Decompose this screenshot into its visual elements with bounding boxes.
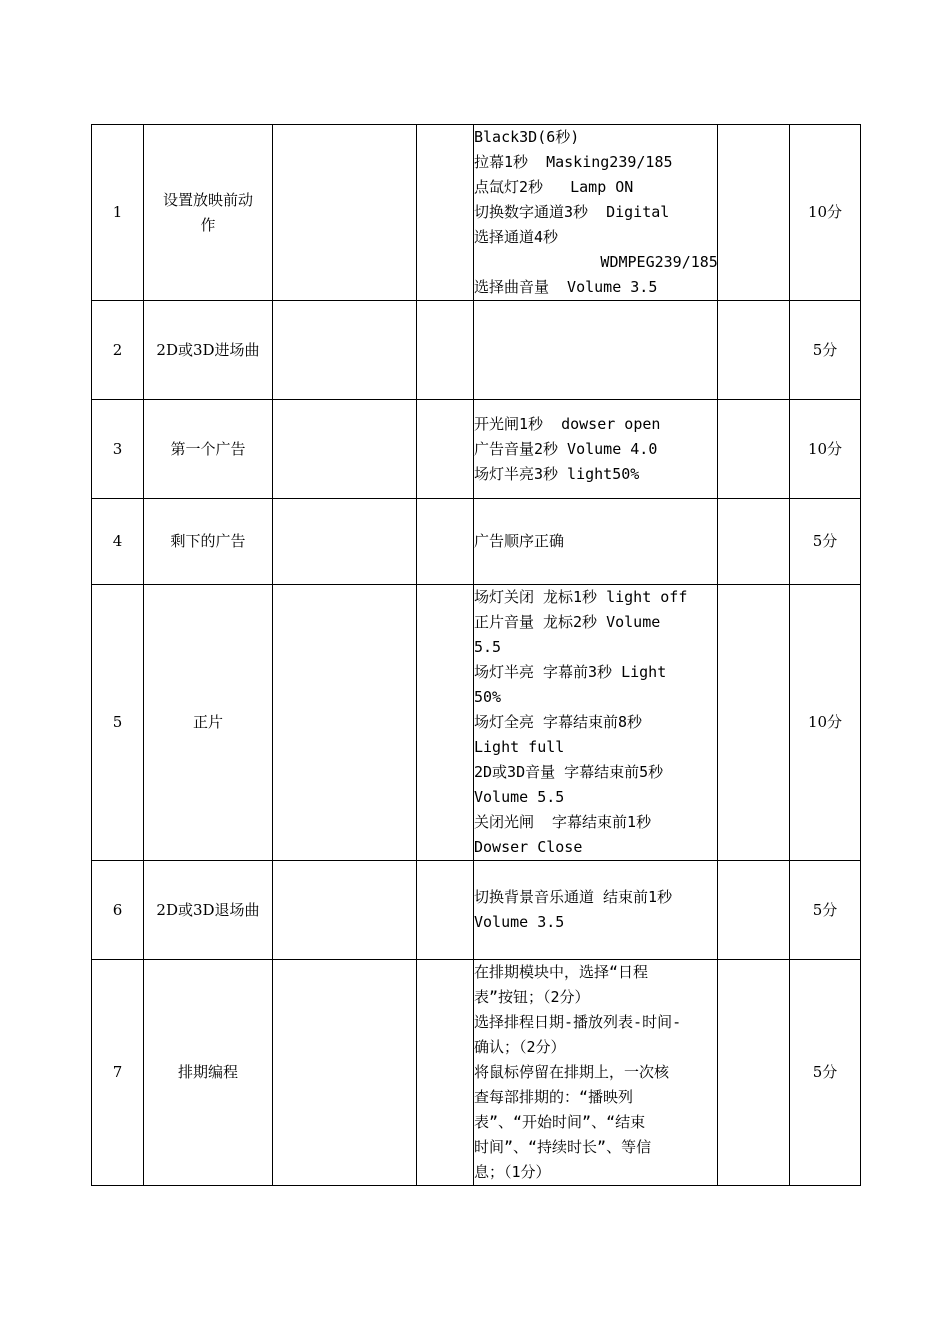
item-name: 正片	[192, 713, 223, 731]
score-value: 5分	[790, 499, 861, 585]
row-number: 3	[92, 400, 144, 499]
item-name-cell	[144, 400, 273, 499]
empty-cell	[718, 400, 790, 499]
score-value: 10分	[790, 585, 861, 861]
operation-steps	[474, 301, 718, 400]
empty-cell	[417, 960, 474, 1186]
empty-cell	[718, 125, 790, 301]
step-line: 5.5	[474, 638, 502, 656]
step-line: WDMPEG239/185	[474, 253, 718, 271]
table-body	[92, 125, 861, 1186]
step-line: Volume 5.5	[474, 788, 565, 806]
step-line: 切换背景音乐通道 结束前1秒	[474, 888, 673, 906]
empty-cell	[718, 960, 790, 1186]
step-line: 表”、“开始时间”、“结束	[474, 1113, 646, 1131]
item-name-cell	[144, 585, 273, 861]
empty-cell	[718, 585, 790, 861]
score-value: 10分	[790, 400, 861, 499]
empty-cell	[718, 499, 790, 585]
row-number: 4	[92, 499, 144, 585]
step-line: 2D或3D音量 字幕结束前5秒	[474, 763, 664, 781]
step-line: 广告音量2秒 Volume 4.0	[474, 439, 658, 458]
step-line: 拉幕1秒 Masking239/185	[474, 153, 673, 171]
empty-cell	[417, 499, 474, 585]
table-row	[92, 400, 861, 499]
row-number: 5	[92, 585, 144, 861]
empty-cell	[417, 301, 474, 400]
operation-steps	[474, 499, 718, 585]
item-name-cell	[144, 960, 273, 1186]
row-number: 6	[92, 861, 144, 960]
step-line: 广告顺序正确	[474, 532, 565, 550]
item-name-cell	[144, 861, 273, 960]
step-line: 场灯关闭 龙标1秒 light off	[474, 588, 688, 606]
score-value: 5分	[790, 301, 861, 400]
empty-cell	[417, 400, 474, 499]
step-line: 查每部排期的：“播映列	[474, 1088, 634, 1106]
item-name: 设置放映前动作	[162, 190, 253, 234]
operation-steps	[474, 125, 718, 301]
empty-cell	[718, 861, 790, 960]
table-row	[92, 960, 861, 1186]
step-line: 切换数字通道3秒 Digital	[474, 203, 670, 221]
empty-cell	[273, 400, 417, 499]
step-line: 选择通道4秒	[474, 228, 559, 246]
empty-cell	[273, 585, 417, 861]
table-row	[92, 499, 861, 585]
step-line: Light full	[474, 738, 565, 756]
step-line: 将鼠标停留在排期上，一次核	[474, 1063, 670, 1081]
step-line: 选择曲音量 Volume 3.5	[474, 278, 658, 296]
item-name-cell	[144, 499, 273, 585]
empty-cell	[273, 125, 417, 301]
step-line: 表”按钮；（2分）	[474, 988, 590, 1006]
row-number: 1	[92, 125, 144, 301]
item-name-cell	[144, 125, 273, 301]
empty-cell	[273, 960, 417, 1186]
empty-cell	[417, 585, 474, 861]
step-line: 确认；（2分）	[474, 1038, 566, 1056]
step-line: Dowser Close	[474, 838, 583, 856]
step-line: 正片音量 龙标2秒 Volume	[474, 613, 661, 631]
score-value: 5分	[790, 960, 861, 1186]
step-line: 点氙灯2秒 Lamp ON	[474, 178, 634, 196]
row-number: 7	[92, 960, 144, 1186]
step-line: 50%	[474, 688, 502, 706]
table-row	[92, 585, 861, 861]
item-name-cell	[144, 301, 273, 400]
step-line: Volume 3.5	[474, 913, 565, 931]
step-line: 关闭光闸 字幕结束前1秒	[474, 813, 652, 831]
item-name: 第一个广告	[170, 439, 246, 458]
step-line: 息；（1分）	[474, 1163, 551, 1181]
scoring-table	[91, 124, 861, 1186]
empty-cell	[718, 301, 790, 400]
step-line: 时间”、“持续时长”、等信	[474, 1138, 652, 1156]
empty-cell	[273, 499, 417, 585]
empty-cell	[273, 301, 417, 400]
item-name: 2D或3D进场曲	[156, 340, 260, 359]
item-name: 剩下的广告	[170, 532, 246, 550]
step-line: 场灯半亮 字幕前3秒 Light	[474, 663, 667, 681]
operation-steps	[474, 861, 718, 960]
table-row	[92, 125, 861, 301]
score-value: 5分	[790, 861, 861, 960]
table-row	[92, 861, 861, 960]
operation-steps	[474, 400, 718, 499]
operation-steps	[474, 960, 718, 1186]
empty-cell	[417, 125, 474, 301]
row-number: 2	[92, 301, 144, 400]
empty-cell	[273, 861, 417, 960]
table-row	[92, 301, 861, 400]
item-name: 排期编程	[177, 1063, 238, 1081]
step-line: 在排期模块中，选择“日程	[474, 963, 649, 981]
item-name: 2D或3D退场曲	[156, 900, 260, 919]
score-value: 10分	[790, 125, 861, 301]
step-line: 场灯半亮3秒 light50%	[474, 464, 640, 483]
step-line: 选择排程日期-播放列表-时间-	[474, 1013, 682, 1031]
empty-cell	[417, 861, 474, 960]
step-line: 场灯全亮 字幕结束前8秒	[474, 713, 643, 731]
step-line: Black3D(6秒)	[474, 128, 580, 146]
step-line: 开光闸1秒 dowser open	[474, 414, 661, 433]
operation-steps	[474, 585, 718, 861]
